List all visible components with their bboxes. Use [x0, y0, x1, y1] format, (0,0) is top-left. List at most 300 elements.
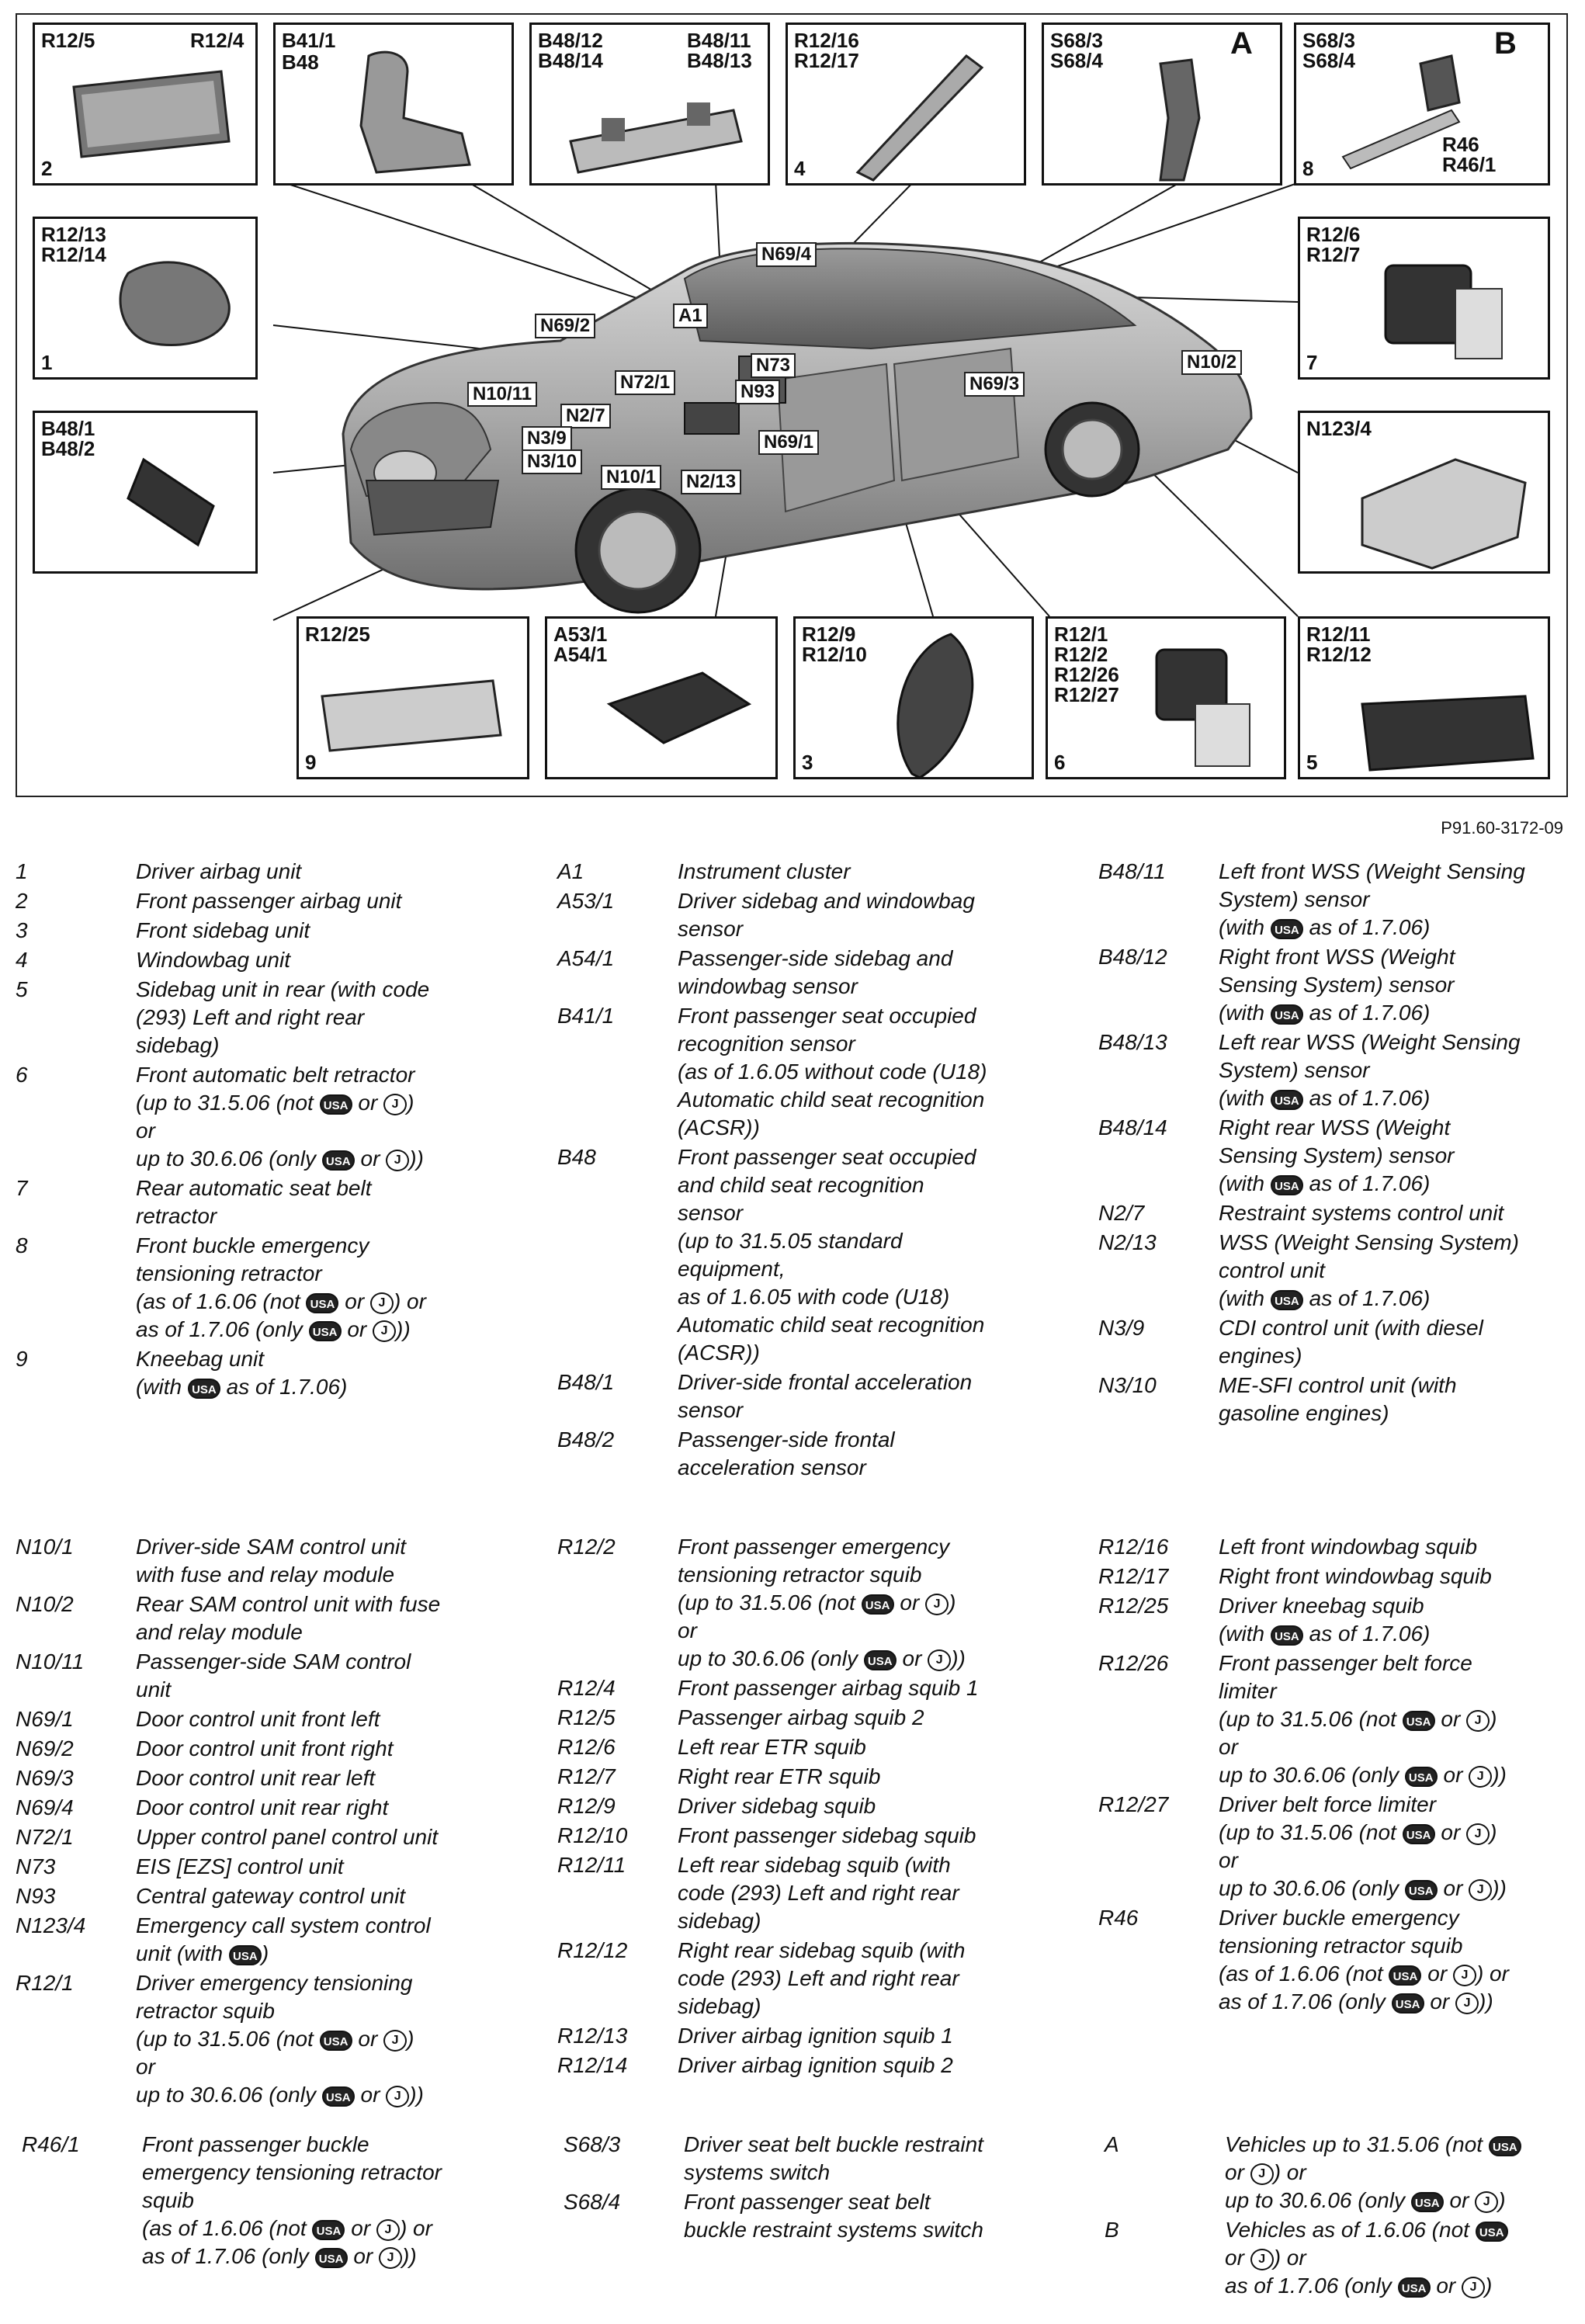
legend-code: 5 [16, 977, 28, 1001]
legend-code: R12/13 [557, 2024, 628, 2048]
legend-description-line: Door control unit rear left [136, 1766, 376, 1790]
legend-code: N10/2 [16, 1592, 74, 1616]
legend-description-line: Door control unit rear right [136, 1795, 389, 1819]
legend-description-line: equipment, [678, 1257, 786, 1281]
legend-code: N69/3 [16, 1766, 74, 1790]
box-label: R12/4 [190, 29, 245, 52]
usa-badge-icon: USA [1271, 1290, 1303, 1310]
legend-code: N73 [16, 1854, 56, 1878]
japan-badge-icon: J [1469, 1766, 1492, 1788]
japan-badge-icon: J [1250, 2163, 1274, 2185]
legend-description-line: Driver buckle emergency [1219, 1906, 1459, 1930]
component-box-wss-sensors [529, 23, 770, 186]
legend-description-line: retractor [136, 1204, 217, 1228]
legend-description-line: ME-SFI control unit (with [1219, 1373, 1457, 1397]
usa-badge-icon: USA [1271, 1625, 1303, 1646]
legend-code: R12/27 [1098, 1792, 1169, 1816]
box-label: B48/14 [538, 49, 603, 72]
usa-badge-icon: USA [322, 2086, 355, 2107]
legend-code: R12/11 [557, 1853, 626, 1877]
legend-code: N93 [16, 1884, 56, 1908]
usa-badge-icon: USA [1271, 1090, 1303, 1110]
box-number: 9 [305, 751, 317, 774]
legend-description-line: Driver kneebag squib [1219, 1594, 1424, 1618]
legend-code: R12/16 [1098, 1535, 1169, 1559]
usa-badge-icon: USA [1271, 1004, 1303, 1025]
component-box-front-belt-retractor [1046, 616, 1286, 779]
component-box-buckle-switch-a [1042, 23, 1282, 186]
box-number: 1 [41, 351, 53, 374]
legend-code: S68/4 [564, 2190, 621, 2214]
legend-description-line: System) sensor [1219, 1058, 1370, 1082]
legend-description-line: or [1219, 1848, 1238, 1872]
usa-badge-icon: USA [312, 2220, 345, 2240]
component-box-emergency-call-unit [1298, 411, 1550, 574]
legend-description-line: or [136, 1119, 155, 1143]
legend-description-line: System) sensor [1219, 887, 1370, 911]
legend-description-line: Right rear ETR squib [678, 1764, 881, 1788]
legend-description-line: control unit [1219, 1258, 1325, 1282]
legend-description-line: (with USA as of 1.7.06) [1219, 1001, 1431, 1025]
legend-description-line: Driver airbag unit [136, 859, 302, 883]
usa-badge-icon: USA [1392, 1993, 1424, 2014]
box-number: 6 [1054, 751, 1066, 774]
legend-description-line: retractor squib [136, 1999, 275, 2023]
legend-code: B48/13 [1098, 1030, 1167, 1054]
legend-description-line: Automatic child seat recognition [678, 1313, 985, 1337]
legend-code: R12/4 [557, 1676, 616, 1700]
box-label: B48/12 [538, 29, 603, 52]
legend-description-line: Front passenger seat occupied [678, 1145, 976, 1169]
legend-description-line: Front passenger seat occupied [678, 1004, 976, 1028]
japan-badge-icon: J [928, 1649, 951, 1671]
japan-badge-icon: J [1250, 2249, 1274, 2270]
box-label: R12/17 [794, 49, 859, 72]
legend-description-line: sensor [678, 1398, 744, 1422]
legend-code: 6 [16, 1063, 28, 1087]
legend-description-line: as of 1.6.05 with code (U18) [678, 1285, 950, 1309]
legend-code: A54/1 [557, 946, 615, 970]
box-label: R12/11 [1306, 623, 1371, 646]
japan-badge-icon: J [383, 2030, 407, 2052]
callout-N10-11: N10/11 [467, 382, 537, 407]
legend-description-line: Front buckle emergency [136, 1233, 369, 1257]
box-label: R46/1 [1442, 153, 1497, 176]
box-label: S68/4 [1302, 49, 1355, 72]
callout-N2-7: N2/7 [560, 404, 611, 428]
legend-description-line: Sensing System) sensor [1219, 973, 1455, 997]
legend-description-line: with fuse and relay module [136, 1563, 395, 1587]
legend-description-line: recognition sensor [678, 1032, 855, 1056]
legend-description-line: tensioning retractor squib [678, 1563, 922, 1587]
component-box-seat-sensor [273, 23, 514, 186]
japan-badge-icon: J [376, 2219, 400, 2241]
variant-letter: B [1494, 26, 1517, 61]
legend-description-line: Central gateway control unit [136, 1884, 406, 1908]
legend-code: N123/4 [16, 1913, 86, 1937]
legend-code: B41/1 [557, 1004, 615, 1028]
legend-code: B48/14 [1098, 1115, 1167, 1139]
legend-code: B [1105, 2218, 1119, 2242]
callout-N69-3: N69/3 [964, 372, 1025, 397]
legend-description-line: buckle restraint systems switch [684, 2218, 983, 2242]
legend-code: 4 [16, 948, 28, 972]
legend-description-line: unit [136, 1677, 172, 1701]
legend-description-line: Driver-side SAM control unit [136, 1535, 407, 1559]
box-label: R12/25 [305, 623, 370, 646]
usa-badge-icon: USA [1403, 1824, 1435, 1844]
legend-description-line: (293) Left and right rear [136, 1005, 365, 1029]
box-label: R12/14 [41, 243, 106, 266]
callout-N3-10: N3/10 [522, 449, 582, 474]
japan-badge-icon: J [1466, 1823, 1490, 1845]
legend-description-line: Driver airbag ignition squib 1 [678, 2024, 953, 2048]
component-box-front-sidebag [793, 616, 1034, 779]
box-label: N123/4 [1306, 417, 1372, 440]
usa-badge-icon: USA [1403, 1711, 1435, 1731]
legend-description-line: sidebag) [136, 1033, 220, 1057]
legend-description-line: Passenger-side frontal [678, 1427, 895, 1452]
box-label: R12/13 [41, 223, 106, 246]
usa-badge-icon: USA [1271, 919, 1303, 939]
variant-letter: A [1230, 26, 1253, 61]
box-label: R12/27 [1054, 683, 1119, 706]
japan-badge-icon: J [1466, 1710, 1490, 1732]
legend-description-line: code (293) Left and right rear [678, 1881, 959, 1905]
legend-description-line: Driver belt force limiter [1219, 1792, 1437, 1816]
box-label: S68/3 [1050, 29, 1103, 52]
legend-description-line: unit (with USA ) [136, 1941, 269, 1965]
usa-badge-icon: USA [309, 1321, 342, 1341]
legend-description-line: (as of 1.6.05 without code (U18) [678, 1060, 987, 1084]
legend-code: R12/25 [1098, 1594, 1169, 1618]
legend-description-line: (with USA as of 1.7.06) [1219, 1171, 1431, 1195]
legend-code: N10/11 [16, 1649, 85, 1674]
legend-description-line: Left rear sidebag squib (with [678, 1853, 951, 1877]
box-label: R12/26 [1054, 663, 1119, 686]
box-label: R12/2 [1054, 643, 1108, 666]
component-box-acceleration-sensor [33, 411, 258, 574]
legend-code: 8 [16, 1233, 28, 1257]
legend-description-line: up to 30.6.06 (only USA or J ) [1225, 2188, 1506, 2212]
legend-code: R12/26 [1098, 1651, 1169, 1675]
legend-description-line: or [1219, 1735, 1238, 1759]
japan-badge-icon: J [379, 2247, 402, 2269]
legend-description-line: and relay module [136, 1620, 303, 1644]
legend-code: R12/1 [16, 1971, 74, 1995]
legend-description-line: Windowbag unit [136, 948, 290, 972]
box-number: 3 [802, 751, 813, 774]
legend-code: N3/9 [1098, 1316, 1145, 1340]
legend-description-line: up to 30.6.06 (only USA or J )) [678, 1646, 966, 1670]
box-label: R12/9 [802, 623, 856, 646]
legend-description-line: acceleration sensor [678, 1455, 866, 1479]
callout-N3-9: N3/9 [522, 426, 572, 451]
legend-code: R12/2 [557, 1535, 616, 1559]
legend-code: N69/1 [16, 1707, 74, 1731]
legend-code: N3/10 [1098, 1373, 1157, 1397]
legend-description-line: as of 1.7.06 (only USA or J )) [142, 2244, 417, 2268]
legend-description-line: Driver sidebag squib [678, 1794, 876, 1818]
box-label: R12/5 [41, 29, 95, 52]
legend-description-line: sidebag) [678, 1909, 761, 1933]
legend-description-line: tensioning retractor squib [1219, 1934, 1463, 1958]
legend-code: R12/14 [557, 2053, 628, 2077]
legend-code: 7 [16, 1176, 28, 1200]
legend-description-line: EIS [EZS] control unit [136, 1854, 344, 1878]
legend-description-line: Front passenger emergency [678, 1535, 950, 1559]
legend-description-line: (as of 1.6.06 (not USA or J ) or [1219, 1962, 1509, 1986]
figure-reference-code: P91.60-3172-09 [1441, 818, 1563, 838]
legend-description-line: (with USA as of 1.7.06) [1219, 915, 1431, 939]
box-label: B48/2 [41, 437, 95, 460]
legend-description-line: Passenger airbag squib 2 [678, 1705, 924, 1729]
legend-description-line: or [136, 2055, 155, 2079]
legend-description-line: Right rear WSS (Weight [1219, 1115, 1451, 1139]
legend-description-line: Rear SAM control unit with fuse [136, 1592, 441, 1616]
legend-code: N10/1 [16, 1535, 74, 1559]
legend-code: R12/5 [557, 1705, 616, 1729]
legend-description-line: Automatic child seat recognition [678, 1087, 985, 1112]
legend-description-line: tensioning retractor [136, 1261, 322, 1285]
legend-description-line: Vehicles up to 31.5.06 (not USA [1225, 2131, 1521, 2159]
usa-badge-icon: USA [320, 1094, 352, 1115]
legend-description-line: up to 30.6.06 (only USA or J )) [1219, 1763, 1507, 1787]
legend-code: 9 [16, 1347, 28, 1371]
box-label: R12/10 [802, 643, 867, 666]
legend-description-line: (with USA as of 1.7.06) [1219, 1286, 1431, 1310]
usa-badge-icon: USA [1476, 2222, 1508, 2242]
box-label: B48/11 [687, 29, 751, 52]
legend-description-line: emergency tensioning retractor [142, 2160, 442, 2184]
legend-code: A [1105, 2132, 1119, 2156]
japan-badge-icon: J [1469, 1879, 1492, 1901]
usa-badge-icon: USA [1398, 2277, 1431, 2298]
legend-description-line: squib [142, 2188, 194, 2212]
legend-description-line: gasoline engines) [1219, 1401, 1389, 1425]
box-number: 7 [1306, 351, 1318, 374]
box-label: A54/1 [553, 643, 608, 666]
legend-description-line: or J ) or [1225, 2246, 1306, 2270]
legend-description-line: code (293) Left and right rear [678, 1966, 959, 1990]
component-box-windowbag [786, 23, 1026, 186]
japan-badge-icon: J [1475, 2191, 1498, 2213]
legend-description-line: as of 1.7.06 (only USA or J )) [1219, 1989, 1493, 2014]
legend-description-line: Left front WSS (Weight Sensing [1219, 859, 1525, 883]
japan-badge-icon: J [1462, 2277, 1485, 2298]
legend-description-line: up to 30.6.06 (only USA or J )) [136, 2083, 424, 2107]
legend-description-line: Right front windowbag squib [1219, 1564, 1492, 1588]
legend-description-line: (up to 31.5.06 (not USA or J ) [136, 1091, 414, 1115]
legend-description-line: (with USA as of 1.7.06) [1219, 1086, 1431, 1110]
legend-code: 3 [16, 918, 28, 942]
box-label: R12/6 [1306, 223, 1361, 246]
component-box-rear-retractor [1298, 217, 1550, 380]
usa-badge-icon: USA [320, 2031, 352, 2051]
usa-badge-icon: USA [1411, 2192, 1444, 2212]
legend-description-line: (up to 31.5.05 standard [678, 1229, 903, 1253]
legend-description-line: Sensing System) sensor [1219, 1143, 1455, 1167]
component-box-sidebag-sensors [545, 616, 778, 779]
legend-description-line: Left rear ETR squib [678, 1735, 866, 1759]
component-box-kneebag [297, 616, 529, 779]
box-label: B48/13 [687, 49, 752, 72]
legend-code: R12/17 [1098, 1564, 1169, 1588]
legend-description-line: (ACSR)) [678, 1115, 760, 1139]
box-label: R12/12 [1306, 643, 1372, 666]
legend-code: R12/6 [557, 1735, 616, 1759]
usa-badge-icon: USA [1405, 1880, 1438, 1900]
usa-badge-icon: USA [864, 1650, 897, 1670]
legend-code: N2/7 [1098, 1201, 1145, 1225]
legend-description-line: Front passenger buckle [142, 2132, 369, 2156]
legend-description-line: Vehicles as of 1.6.06 (not USA [1225, 2216, 1508, 2244]
legend-description-line: Driver seat belt buckle restraint [684, 2132, 983, 2156]
legend-code: B48/1 [557, 1370, 615, 1394]
legend-description-line: sidebag) [678, 1994, 761, 2018]
component-box-rear-sidebag [1298, 616, 1550, 779]
legend-description-line: Front passenger airbag unit [136, 889, 402, 913]
box-label: R12/16 [794, 29, 859, 52]
japan-badge-icon: J [370, 1292, 394, 1314]
legend-description-line: Emergency call system control [136, 1913, 431, 1937]
callout-N73: N73 [751, 353, 796, 378]
component-box-buckle-switch-b [1294, 23, 1550, 186]
legend-code: R12/10 [557, 1823, 628, 1847]
legend-description-line: windowbag sensor [678, 974, 858, 998]
legend-description-line: as of 1.7.06 (only USA or J ) [1225, 2274, 1493, 2298]
legend-description-line: Right front WSS (Weight [1219, 945, 1455, 969]
usa-badge-icon: USA [315, 2248, 348, 2268]
box-number: 2 [41, 157, 53, 180]
box-label: R46 [1442, 133, 1479, 156]
legend-description-line: (with USA as of 1.7.06) [136, 1375, 348, 1399]
legend-code: B48 [557, 1145, 596, 1169]
legend-description-line: Driver emergency tensioning [136, 1971, 413, 1995]
callout-N69-2: N69/2 [535, 314, 595, 338]
callout-N72-1: N72/1 [615, 370, 675, 395]
legend-description-line: WSS (Weight Sensing System) [1219, 1230, 1519, 1254]
legend-description-line: sensor [678, 917, 744, 941]
usa-badge-icon: USA [862, 1594, 894, 1615]
callout-N69-1: N69/1 [758, 430, 819, 455]
callout-A1: A1 [673, 304, 708, 328]
legend-description-line: sensor [678, 1201, 744, 1225]
legend-code: 2 [16, 889, 28, 913]
legend-description-line: Kneebag unit [136, 1347, 265, 1371]
legend-description-line: as of 1.7.06 (only USA or J )) [136, 1317, 411, 1341]
usa-badge-icon: USA [1389, 1965, 1421, 1986]
japan-badge-icon: J [386, 1150, 409, 1171]
legend-code: S68/3 [564, 2132, 621, 2156]
usa-badge-icon: USA [306, 1293, 338, 1313]
legend-description-line: Right rear sidebag squib (with [678, 1938, 966, 1962]
legend-description-line: engines) [1219, 1344, 1302, 1368]
callout-N10-2: N10/2 [1181, 350, 1242, 375]
legend-description-line: Upper control panel control unit [136, 1825, 439, 1849]
callout-N69-4: N69/4 [756, 242, 817, 267]
legend-description-line: Door control unit front right [136, 1736, 394, 1760]
callout-N93: N93 [735, 380, 780, 404]
box-label: B48/1 [41, 417, 95, 440]
legend-description-line: or [678, 1618, 697, 1642]
legend-code: R46/1 [22, 2132, 80, 2156]
usa-badge-icon: USA [1489, 2136, 1521, 2156]
box-number: 5 [1306, 751, 1318, 774]
usa-badge-icon: USA [322, 1150, 355, 1171]
box-label: B48 [282, 50, 319, 74]
legend-code: N69/2 [16, 1736, 74, 1760]
legend-description-line: Sidebag unit in rear (with code [136, 977, 430, 1001]
legend-description-line: Driver-side frontal acceleration [678, 1370, 973, 1394]
box-number: 4 [794, 157, 806, 180]
legend-description-line: Front passenger seat belt [684, 2190, 931, 2214]
legend-description-line: Passenger-side sidebag and [678, 946, 953, 970]
component-location-diagram [16, 13, 1568, 797]
legend-code: R12/12 [557, 1938, 628, 1962]
box-label: S68/3 [1302, 29, 1355, 52]
legend-description-line: up to 30.6.06 (only USA or J )) [1219, 1876, 1507, 1900]
legend-description-line: (as of 1.6.06 (not USA or J ) or [142, 2216, 432, 2240]
japan-badge-icon: J [386, 2086, 409, 2107]
legend-code: N69/4 [16, 1795, 74, 1819]
legend-description-line: (ACSR)) [678, 1341, 760, 1365]
legend-description-line: Restraint systems control unit [1219, 1201, 1504, 1225]
car-body [343, 243, 1251, 612]
usa-badge-icon: USA [1405, 1767, 1438, 1787]
legend-description-line: Front passenger belt force [1219, 1651, 1472, 1675]
legend-code: B48/2 [557, 1427, 615, 1452]
usa-badge-icon: USA [229, 1945, 262, 1965]
legend-description-line: Front passenger airbag squib 1 [678, 1676, 979, 1700]
legend-description-line: Front automatic belt retractor [136, 1063, 415, 1087]
callout-N10-1: N10/1 [601, 465, 661, 490]
legend-description-line: CDI control unit (with diesel [1219, 1316, 1483, 1340]
legend-description-line: Door control unit front left [136, 1707, 380, 1731]
japan-badge-icon: J [1455, 1993, 1479, 2014]
box-label: R12/7 [1306, 243, 1361, 266]
legend-description-line: limiter [1219, 1679, 1277, 1703]
component-box-passenger-airbag [33, 23, 258, 186]
legend-description-line: Left front windowbag squib [1219, 1535, 1478, 1559]
callout-N2-13: N2/13 [681, 470, 741, 494]
box-label: S68/4 [1050, 49, 1103, 72]
box-label: A53/1 [553, 623, 608, 646]
legend-description-line: (as of 1.6.06 (not USA or J ) or [136, 1289, 426, 1313]
legend-code: R46 [1098, 1906, 1139, 1930]
usa-badge-icon: USA [188, 1379, 220, 1399]
legend-code: R12/9 [557, 1794, 616, 1818]
legend-description-line: Left rear WSS (Weight Sensing [1219, 1030, 1521, 1054]
legend-description-line: Rear automatic seat belt [136, 1176, 372, 1200]
legend-code: R12/7 [557, 1764, 616, 1788]
legend-description-line: Driver airbag ignition squib 2 [678, 2053, 953, 2077]
box-label: B41/1 [282, 29, 336, 52]
japan-badge-icon: J [1453, 1965, 1476, 1986]
japan-badge-icon: J [925, 1594, 949, 1615]
legend-code: N2/13 [1098, 1230, 1157, 1254]
legend-description-line: and child seat recognition [678, 1173, 924, 1197]
usa-badge-icon: USA [1271, 1175, 1303, 1195]
legend-description-line: systems switch [684, 2160, 831, 2184]
legend-code: A53/1 [557, 889, 615, 913]
legend-code: A1 [557, 859, 584, 883]
component-box-driver-airbag [33, 217, 258, 380]
legend-description-line: Driver sidebag and windowbag [678, 889, 975, 913]
box-number: 8 [1302, 157, 1314, 180]
legend-description-line: (with USA as of 1.7.06) [1219, 1622, 1431, 1646]
legend-code: B48/11 [1098, 859, 1166, 883]
